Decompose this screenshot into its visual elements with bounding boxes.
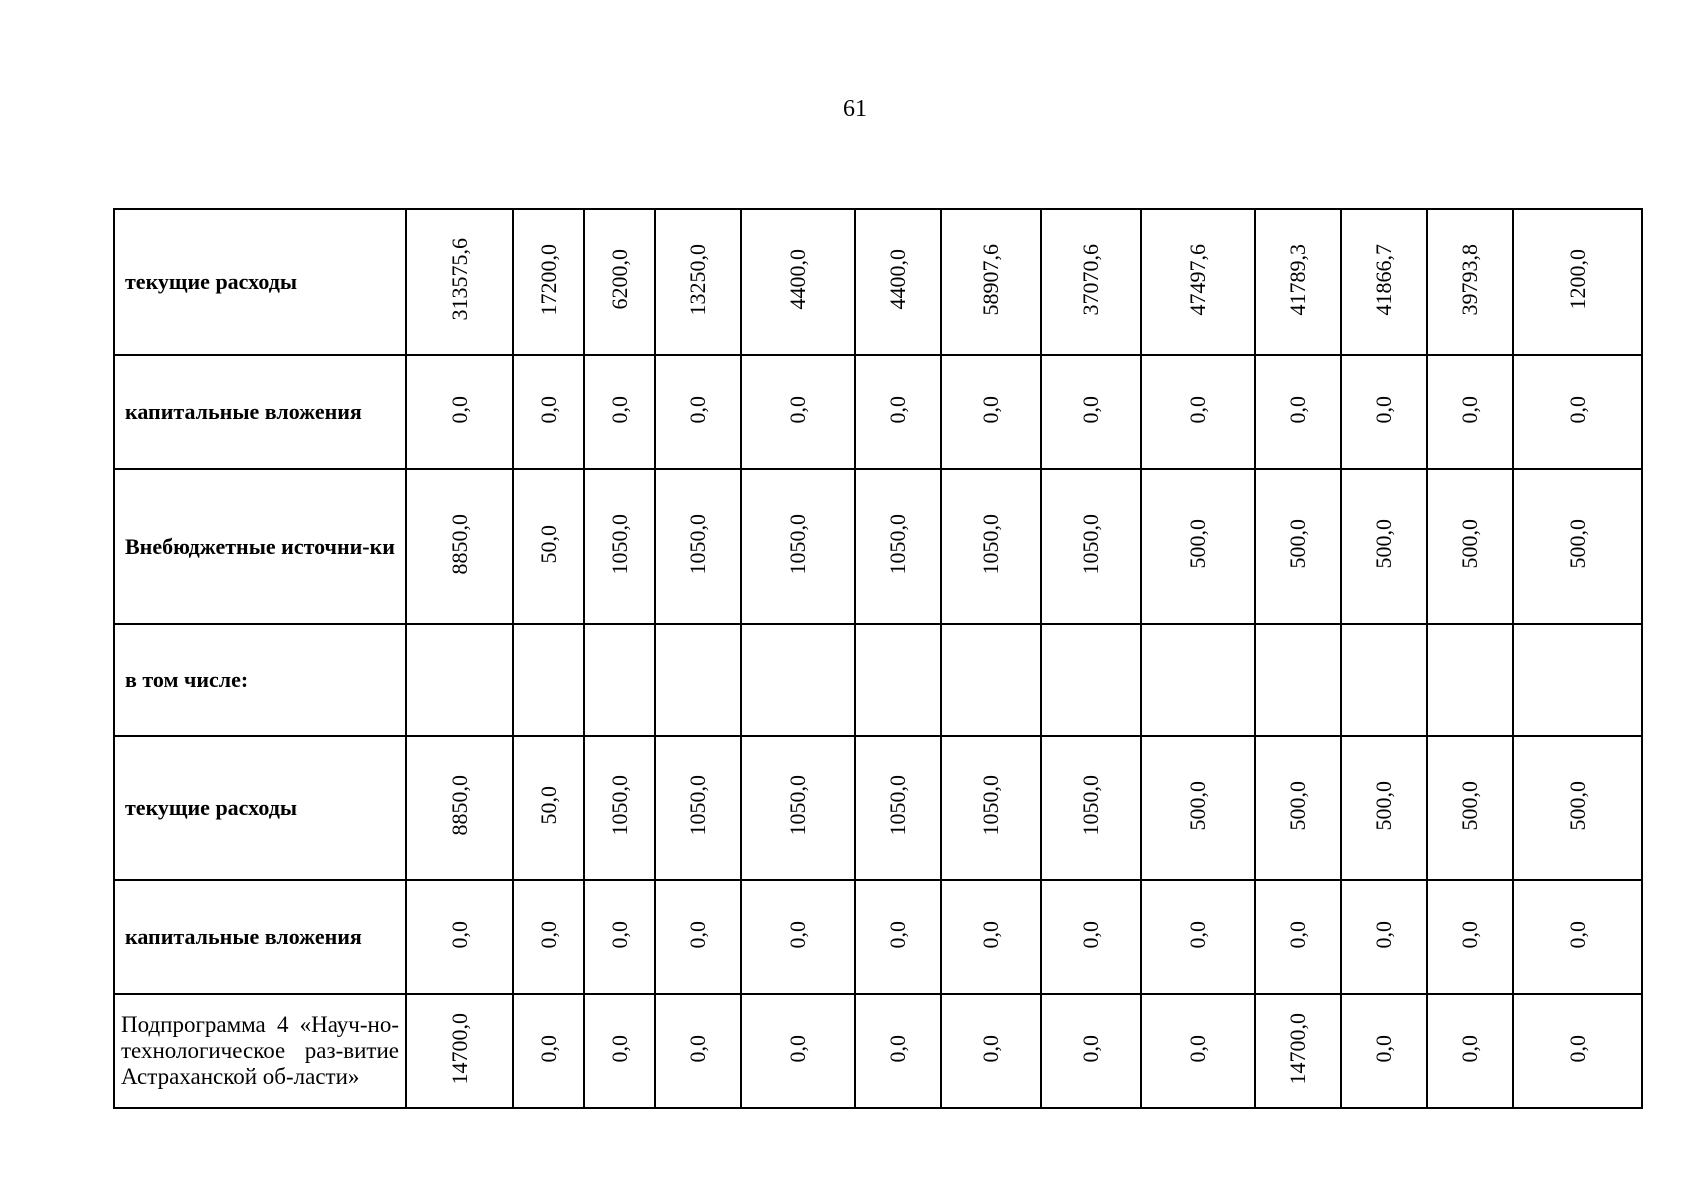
cell-value: 500,0: [1457, 780, 1482, 831]
value-cell: [1255, 355, 1341, 469]
cell-value: 0,0: [1457, 920, 1482, 949]
cell-value: 0,0: [535, 920, 561, 949]
cell-value: 0,0: [685, 1034, 710, 1063]
row-label: капитальные вложения: [114, 880, 406, 994]
value-cell: [1255, 736, 1341, 880]
value-cell: [1255, 469, 1341, 624]
value-cell: [513, 209, 584, 355]
value-cell: [1427, 624, 1513, 736]
value-cell: [855, 469, 941, 624]
table-row: [114, 736, 1642, 880]
cell-value: 0,0: [785, 920, 810, 949]
cell-value: 500,0: [1371, 780, 1396, 831]
cell-value: 0,0: [1185, 395, 1210, 424]
value-cell: [1141, 736, 1255, 880]
value-cell: [855, 624, 941, 736]
value-cell: [1427, 994, 1513, 1108]
cell-value: 0,0: [1078, 920, 1103, 949]
cell-value: 0,0: [1371, 920, 1396, 949]
cell-value: 500,0: [1564, 780, 1590, 831]
cell-value: 14700,0: [1285, 1012, 1310, 1085]
cell-value: 0,0: [1371, 1034, 1396, 1063]
value-cell: [655, 994, 741, 1108]
cell-value: 1050,0: [885, 513, 910, 575]
cell-value: 0,0: [685, 395, 710, 424]
value-cell: [584, 624, 655, 736]
cell-value: 0,0: [978, 920, 1003, 949]
cell-value: 0,0: [1564, 395, 1590, 424]
cell-value: 0,0: [885, 920, 910, 949]
value-cell: [941, 469, 1041, 624]
cell-value: 1050,0: [606, 775, 632, 836]
table-row: [114, 880, 1642, 994]
cell-value: 41866,7: [1371, 243, 1396, 316]
value-cell: [655, 209, 741, 355]
cell-value: 0,0: [1564, 1034, 1590, 1063]
table-body: [114, 209, 1642, 1108]
value-cell: [584, 469, 655, 624]
cell-value: 1050,0: [785, 775, 810, 836]
value-cell: [655, 469, 741, 624]
value-cell: [855, 209, 941, 355]
cell-value: 0,0: [1457, 1034, 1482, 1063]
cell-value: 0,0: [1078, 395, 1103, 424]
value-cell: [513, 994, 584, 1108]
cell-value: 13250,0: [685, 243, 710, 316]
cell-value: 0,0: [1564, 920, 1590, 949]
cell-value: 58907,6: [978, 243, 1003, 316]
cell-value: 4400,0: [885, 249, 910, 310]
value-cell: [513, 624, 584, 736]
cell-value: 1050,0: [785, 513, 810, 575]
value-cell: [855, 355, 941, 469]
value-cell: [406, 624, 513, 736]
cell-value: 8850,0: [446, 775, 472, 836]
value-cell: [741, 736, 855, 880]
table-row: [114, 624, 1642, 736]
value-cell: [1513, 469, 1642, 624]
cell-value: 1050,0: [685, 775, 710, 836]
value-cell: [406, 736, 513, 880]
value-cell: [1041, 994, 1141, 1108]
value-cell: [1427, 355, 1513, 469]
value-cell: [1141, 209, 1255, 355]
value-cell: [1341, 994, 1427, 1108]
cell-value: 0,0: [446, 920, 472, 949]
value-cell: [1341, 209, 1427, 355]
value-cell: [1141, 469, 1255, 624]
cell-value: 1050,0: [885, 775, 910, 836]
cell-value: 0,0: [1185, 920, 1210, 949]
page-number: 61: [843, 96, 867, 122]
value-cell: [513, 880, 584, 994]
row-label: текущие расходы: [114, 209, 406, 355]
value-cell: [1041, 624, 1141, 736]
value-cell: [1041, 209, 1141, 355]
table-row: [114, 209, 1642, 355]
cell-value: 500,0: [1185, 519, 1210, 569]
cell-value: 0,0: [606, 1034, 632, 1063]
value-cell: [1141, 880, 1255, 994]
cell-value: 0,0: [606, 920, 632, 949]
cell-value: 47497,6: [1185, 243, 1210, 316]
value-cell: [1427, 209, 1513, 355]
value-cell: [1341, 880, 1427, 994]
value-cell: [1341, 736, 1427, 880]
value-cell: [855, 880, 941, 994]
cell-value: 8850,0: [446, 513, 472, 575]
value-cell: [1041, 355, 1141, 469]
cell-value: 1050,0: [685, 513, 710, 575]
value-cell: [1513, 994, 1642, 1108]
value-cell: [655, 736, 741, 880]
value-cell: [1427, 469, 1513, 624]
value-cell: [741, 880, 855, 994]
cell-value: 6200,0: [606, 249, 632, 310]
value-cell: [1427, 736, 1513, 880]
row-label: капитальные вложения: [114, 355, 406, 469]
value-cell: [941, 624, 1041, 736]
cell-value: 14700,0: [446, 1012, 472, 1085]
row-label: Подпрограмма 4 «Науч-но-технологическое раз-витие Астраханской об-ласти»: [114, 994, 406, 1108]
cell-value: 500,0: [1285, 780, 1310, 831]
value-cell: [941, 736, 1041, 880]
value-cell: [741, 209, 855, 355]
cell-value: 0,0: [446, 395, 472, 424]
cell-value: 0,0: [1457, 395, 1482, 424]
value-cell: [1513, 355, 1642, 469]
cell-value: 313575,6: [446, 238, 472, 321]
cell-value: 0,0: [1371, 395, 1396, 424]
cell-value: 0,0: [1078, 1034, 1103, 1063]
value-cell: [406, 209, 513, 355]
cell-value: 500,0: [1185, 780, 1210, 831]
cell-value: 0,0: [685, 920, 710, 949]
value-cell: [1513, 209, 1642, 355]
value-cell: [1341, 355, 1427, 469]
budget-table: [113, 208, 1643, 1109]
value-cell: [1341, 469, 1427, 624]
value-cell: [855, 994, 941, 1108]
cell-value: 41789,3: [1285, 243, 1310, 316]
cell-value: 0,0: [885, 1034, 910, 1063]
cell-value: 500,0: [1285, 519, 1310, 569]
cell-value: 0,0: [535, 1034, 561, 1063]
table-row: [114, 994, 1642, 1108]
value-cell: [741, 469, 855, 624]
cell-value: 4400,0: [785, 249, 810, 310]
value-cell: [1255, 624, 1341, 736]
value-cell: [655, 624, 741, 736]
cell-value: 1050,0: [1078, 513, 1103, 575]
value-cell: [1255, 880, 1341, 994]
cell-value: 0,0: [785, 1034, 810, 1063]
value-cell: [513, 736, 584, 880]
value-cell: [406, 994, 513, 1108]
value-cell: [941, 209, 1041, 355]
value-cell: [1341, 624, 1427, 736]
value-cell: [655, 880, 741, 994]
value-cell: [1141, 355, 1255, 469]
cell-value: 500,0: [1457, 519, 1482, 569]
value-cell: [584, 736, 655, 880]
value-cell: [406, 355, 513, 469]
value-cell: [741, 355, 855, 469]
table-row: [114, 469, 1642, 624]
value-cell: [941, 994, 1041, 1108]
value-cell: [1141, 624, 1255, 736]
cell-value: 1050,0: [1078, 775, 1103, 836]
value-cell: [584, 880, 655, 994]
row-label: Внебюджетные источни-ки: [114, 469, 406, 624]
cell-value: 1200,0: [1564, 249, 1590, 310]
value-cell: [941, 355, 1041, 469]
cell-value: 0,0: [978, 395, 1003, 424]
value-cell: [406, 469, 513, 624]
cell-value: 0,0: [785, 395, 810, 424]
cell-value: 0,0: [535, 395, 561, 424]
value-cell: [1513, 880, 1642, 994]
value-cell: [406, 880, 513, 994]
table-row: [114, 355, 1642, 469]
row-label: в том числе:: [114, 624, 406, 736]
value-cell: [855, 736, 941, 880]
cell-value: 50,0: [535, 524, 561, 564]
value-cell: [584, 994, 655, 1108]
value-cell: [1513, 624, 1642, 736]
value-cell: [1513, 736, 1642, 880]
value-cell: [513, 469, 584, 624]
row-label: текущие расходы: [114, 736, 406, 880]
value-cell: [1041, 469, 1141, 624]
value-cell: [1427, 880, 1513, 994]
value-cell: [1141, 994, 1255, 1108]
cell-value: 17200,0: [535, 243, 561, 316]
value-cell: [1041, 880, 1141, 994]
value-cell: [741, 994, 855, 1108]
cell-value: 0,0: [885, 395, 910, 424]
cell-value: 50,0: [535, 786, 561, 825]
value-cell: [584, 209, 655, 355]
cell-value: 0,0: [1285, 395, 1310, 424]
value-cell: [513, 355, 584, 469]
cell-value: 0,0: [1285, 920, 1310, 949]
cell-value: 1050,0: [978, 775, 1003, 836]
value-cell: [584, 355, 655, 469]
cell-value: 500,0: [1564, 519, 1590, 569]
value-cell: [1041, 736, 1141, 880]
cell-value: 500,0: [1371, 519, 1396, 569]
cell-value: 0,0: [978, 1034, 1003, 1063]
value-cell: [941, 880, 1041, 994]
value-cell: [655, 355, 741, 469]
cell-value: 39793,8: [1457, 243, 1482, 316]
cell-value: 37070,6: [1078, 243, 1103, 316]
cell-value: 1050,0: [606, 513, 632, 575]
cell-value: 1050,0: [978, 513, 1003, 575]
value-cell: [1255, 994, 1341, 1108]
value-cell: [1255, 209, 1341, 355]
cell-value: 0,0: [1185, 1034, 1210, 1063]
cell-value: 0,0: [606, 395, 632, 424]
value-cell: [741, 624, 855, 736]
